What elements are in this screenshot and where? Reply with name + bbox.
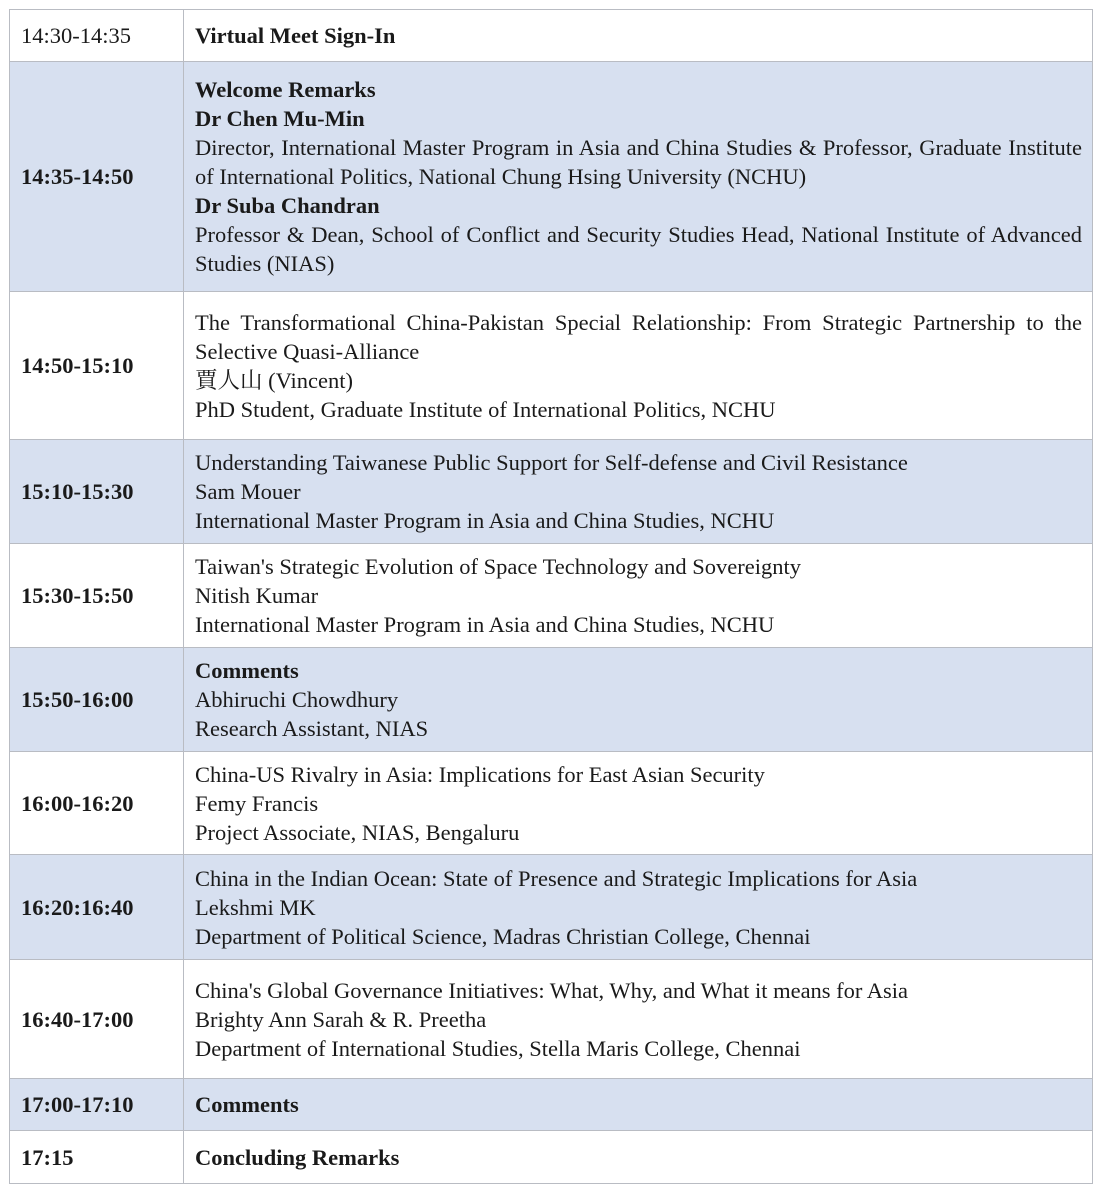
session-text: Professor & Dean, School of Conflict and Security Studies Head, National Institute of Advanced Studies (NIAS) <box>195 222 1082 276</box>
schedule-row <box>10 855 1093 960</box>
session-text: Department of International Studies, Stella Maris College, Chennai <box>195 1035 801 1061</box>
schedule-row <box>10 62 1093 292</box>
time-slot: 14:50-15:10 <box>10 292 184 440</box>
session-details <box>184 960 1093 1079</box>
session-details <box>184 1131 1093 1184</box>
session-heading: Welcome Remarks <box>195 77 376 102</box>
session-heading: Comments <box>195 658 299 683</box>
session-text: Project Associate, NIAS, Bengaluru <box>195 819 520 845</box>
schedule-body <box>10 10 1093 1184</box>
session-details <box>184 440 1093 544</box>
session-text: Sam Mouer <box>195 479 301 504</box>
time-slot: 17:15 <box>10 1131 184 1184</box>
time-slot: 16:40-17:00 <box>10 960 184 1079</box>
schedule-row <box>10 1131 1093 1184</box>
session-text: Taiwan's Strategic Evolution of Space Technology and Sovereignty <box>195 554 801 579</box>
session-heading: Virtual Meet Sign-In <box>195 23 396 48</box>
session-text: Lekshmi MK <box>195 894 316 920</box>
schedule-row <box>10 960 1093 1079</box>
session-text: Research Assistant, NIAS <box>195 716 429 741</box>
session-details <box>184 62 1093 292</box>
session-heading: Dr Suba Chandran <box>195 193 380 218</box>
time-slot: 15:50-16:00 <box>10 648 184 752</box>
session-text: China in the Indian Ocean: State of Presence and Strategic Implications for Asia <box>195 865 918 891</box>
time-slot: 15:30-15:50 <box>10 544 184 648</box>
time-slot: 16:00-16:20 <box>10 752 184 855</box>
time-slot: 17:00-17:10 <box>10 1079 184 1131</box>
session-heading: Concluding Remarks <box>195 1144 400 1170</box>
schedule-table <box>9 9 1093 1184</box>
session-text: Director, International Master Program in Asia and China Studies & Professor, Graduate Institute of International Politics, National Chung Hsing University (NCHU) <box>195 135 1082 189</box>
session-text: Brighty Ann Sarah & R. Preetha <box>195 1006 487 1032</box>
schedule-row <box>10 292 1093 440</box>
session-text: Abhiruchi Chowdhury <box>195 687 399 712</box>
session-text: 賈人山 (Vincent) <box>195 367 353 393</box>
session-details <box>184 752 1093 855</box>
session-text: Understanding Taiwanese Public Support for Self-defense and Civil Resistance <box>195 450 908 475</box>
session-text: PhD Student, Graduate Institute of International Politics, NCHU <box>195 396 776 422</box>
session-details <box>184 648 1093 752</box>
time-slot: 16:20:16:40 <box>10 855 184 960</box>
session-heading: Comments <box>195 1092 299 1117</box>
schedule-row <box>10 752 1093 855</box>
session-text: Department of Political Science, Madras Christian College, Chennai <box>195 923 811 949</box>
session-details <box>184 855 1093 960</box>
session-text: Nitish Kumar <box>195 583 319 608</box>
session-details <box>184 1079 1093 1131</box>
schedule-row <box>10 648 1093 752</box>
session-text: China's Global Governance Initiatives: What, Why, and What it means for Asia <box>195 977 909 1003</box>
time-slot: 14:30-14:35 <box>10 10 184 62</box>
session-details <box>184 10 1093 62</box>
time-slot: 14:35-14:50 <box>10 62 184 292</box>
schedule-row <box>10 544 1093 648</box>
time-slot: 15:10-15:30 <box>10 440 184 544</box>
session-text: The Transformational China-Pakistan Special Relationship: From Strategic Partnership to the Selective Quasi-Alliance <box>195 309 1082 364</box>
session-details <box>184 292 1093 440</box>
session-text: Femy Francis <box>195 790 319 816</box>
session-text: International Master Program in Asia and China Studies, NCHU <box>195 612 775 637</box>
session-details <box>184 544 1093 648</box>
schedule-row <box>10 1079 1093 1131</box>
schedule-row <box>10 440 1093 544</box>
session-heading: Dr Chen Mu-Min <box>195 106 365 131</box>
session-text: International Master Program in Asia and China Studies, NCHU <box>195 508 775 533</box>
schedule-row <box>10 10 1093 62</box>
session-text: China-US Rivalry in Asia: Implications for East Asian Security <box>195 761 765 787</box>
